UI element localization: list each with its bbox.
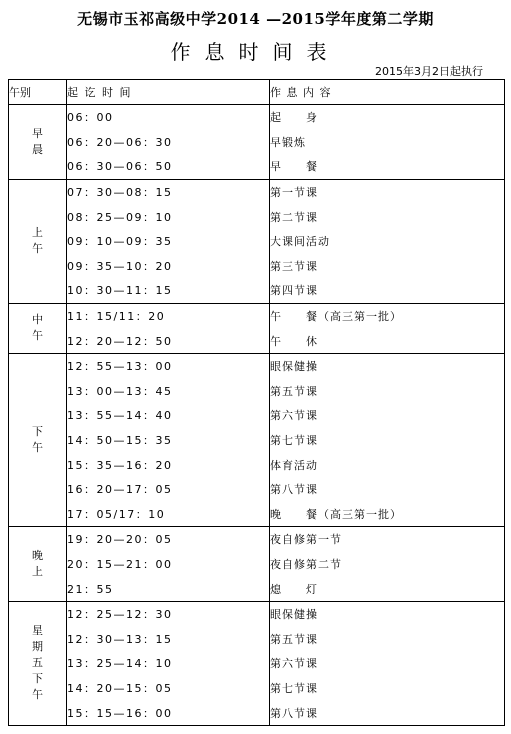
table-row bbox=[9, 502, 505, 527]
time-cell: 13：00—13：45 bbox=[67, 379, 270, 404]
activity-cell: 起 身 bbox=[270, 105, 505, 130]
activity-cell: 体育活动 bbox=[270, 452, 505, 477]
activity-cell: 第五节课 bbox=[270, 379, 505, 404]
time-cell: 10：30—11：15 bbox=[67, 278, 270, 303]
table-row bbox=[9, 576, 505, 601]
activity-cell: 早 餐 bbox=[270, 154, 505, 179]
column-header-activity: 作 息 内 容 bbox=[270, 80, 505, 105]
table-row bbox=[9, 130, 505, 155]
table-row bbox=[9, 700, 505, 725]
period-cell bbox=[9, 303, 67, 353]
time-cell: 08：25—09：10 bbox=[67, 204, 270, 229]
table-row bbox=[9, 651, 505, 676]
time-cell: 12：20—12：50 bbox=[67, 328, 270, 353]
time-cell: 12：25—12：30 bbox=[67, 601, 270, 626]
table-row bbox=[9, 303, 505, 328]
activity-cell: 夜自修第一节 bbox=[270, 527, 505, 552]
schedule-body bbox=[9, 105, 505, 726]
activity-cell: 眼保健操 bbox=[270, 601, 505, 626]
time-cell: 09：10—09：35 bbox=[67, 229, 270, 254]
activity-cell: 早锻炼 bbox=[270, 130, 505, 155]
table-row bbox=[9, 552, 505, 577]
time-cell: 13：25—14：10 bbox=[67, 651, 270, 676]
activity-cell: 第二节课 bbox=[270, 204, 505, 229]
table-row bbox=[9, 676, 505, 701]
school-title: 无锡市玉祁高级中学2014 —2015学年度第二学期 bbox=[77, 10, 434, 28]
activity-cell: 第六节课 bbox=[270, 651, 505, 676]
activity-cell: 午 休 bbox=[270, 328, 505, 353]
activity-cell: 第六节课 bbox=[270, 403, 505, 428]
time-cell: 06：00 bbox=[67, 105, 270, 130]
schedule-table bbox=[8, 79, 505, 726]
time-cell: 11：15/11：20 bbox=[67, 303, 270, 328]
table-row bbox=[9, 254, 505, 279]
activity-cell: 熄 灯 bbox=[270, 576, 505, 601]
time-cell: 15：15—16：00 bbox=[67, 700, 270, 725]
table-row bbox=[9, 154, 505, 179]
table-row bbox=[9, 428, 505, 453]
table-row bbox=[9, 353, 505, 378]
table-row bbox=[9, 105, 505, 130]
time-cell: 16：20—17：05 bbox=[67, 477, 270, 502]
period-label: 上午 bbox=[32, 226, 43, 256]
activity-cell: 第七节课 bbox=[270, 428, 505, 453]
time-cell: 19：20—20：05 bbox=[67, 527, 270, 552]
period-label: 下午 bbox=[32, 425, 43, 455]
effective-date: 2015年3月2日起执行 bbox=[375, 65, 483, 78]
table-row bbox=[9, 229, 505, 254]
table-row bbox=[9, 452, 505, 477]
period-cell bbox=[9, 353, 67, 526]
time-cell: 20：15—21：00 bbox=[67, 552, 270, 577]
activity-cell: 第八节课 bbox=[270, 477, 505, 502]
table-row bbox=[9, 204, 505, 229]
period-cell bbox=[9, 527, 67, 602]
table-header-row bbox=[9, 80, 505, 105]
column-header-period: 午别 bbox=[9, 80, 67, 105]
time-cell: 12：55—13：00 bbox=[67, 353, 270, 378]
activity-cell: 晚 餐（高三第一批） bbox=[270, 502, 505, 527]
activity-cell: 第五节课 bbox=[270, 626, 505, 651]
table-row bbox=[9, 527, 505, 552]
activity-cell: 第三节课 bbox=[270, 254, 505, 279]
time-cell: 06：20—06：30 bbox=[67, 130, 270, 155]
time-cell: 12：30—13：15 bbox=[67, 626, 270, 651]
table-row bbox=[9, 379, 505, 404]
time-cell: 13：55—14：40 bbox=[67, 403, 270, 428]
time-cell: 14：20—15：05 bbox=[67, 676, 270, 701]
activity-cell: 第一节课 bbox=[270, 179, 505, 204]
column-header-time: 起 讫 时 间 bbox=[67, 80, 270, 105]
period-label: 中午 bbox=[32, 313, 43, 343]
activity-cell: 夜自修第二节 bbox=[270, 552, 505, 577]
table-row bbox=[9, 328, 505, 353]
activity-cell: 眼保健操 bbox=[270, 353, 505, 378]
period-cell bbox=[9, 601, 67, 725]
time-cell: 06：30—06：50 bbox=[67, 154, 270, 179]
time-cell: 07：30—08：15 bbox=[67, 179, 270, 204]
activity-cell: 第八节课 bbox=[270, 700, 505, 725]
time-cell: 14：50—15：35 bbox=[67, 428, 270, 453]
table-row bbox=[9, 278, 505, 303]
document-title: 作息时间表 bbox=[170, 40, 341, 64]
table-row bbox=[9, 403, 505, 428]
table-row bbox=[9, 179, 505, 204]
time-cell: 09：35—10：20 bbox=[67, 254, 270, 279]
activity-cell: 午 餐（高三第一批） bbox=[270, 303, 505, 328]
time-cell: 21：55 bbox=[67, 576, 270, 601]
activity-cell: 大课间活动 bbox=[270, 229, 505, 254]
period-label: 早晨 bbox=[32, 126, 43, 156]
table-row bbox=[9, 477, 505, 502]
period-cell bbox=[9, 105, 67, 180]
time-cell: 15：35—16：20 bbox=[67, 452, 270, 477]
period-label: 晚上 bbox=[32, 548, 43, 578]
period-label: 星期五下午 bbox=[32, 624, 43, 702]
period-cell bbox=[9, 179, 67, 303]
table-row bbox=[9, 626, 505, 651]
time-cell: 17：05/17：10 bbox=[67, 502, 270, 527]
activity-cell: 第七节课 bbox=[270, 676, 505, 701]
table-row bbox=[9, 601, 505, 626]
activity-cell: 第四节课 bbox=[270, 278, 505, 303]
